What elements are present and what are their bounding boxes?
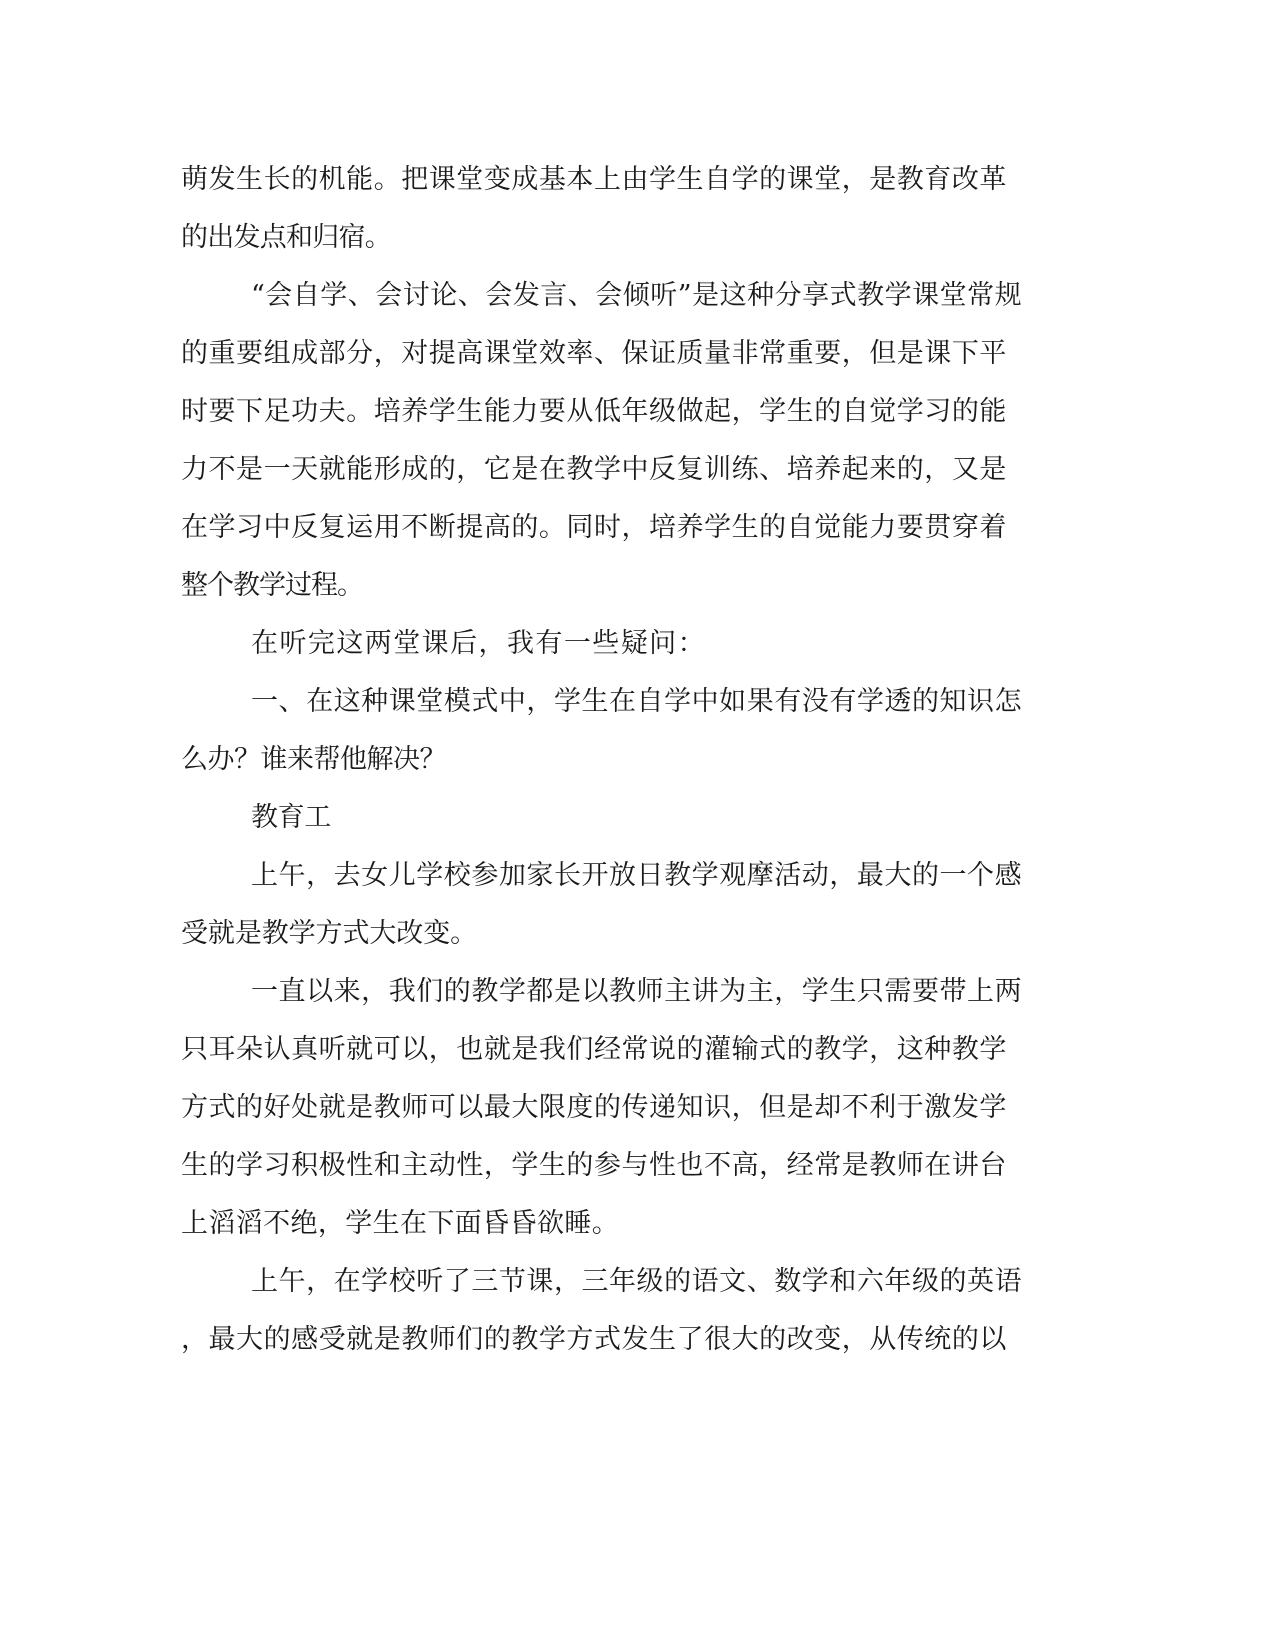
line-text: 时要下足功夫。培养学生能力要从低年级做起，学生的自觉学习的能: [181, 396, 1007, 427]
text-line: [0, 160, 1275, 200]
text-line: [0, 392, 1275, 432]
text-line: [0, 508, 1275, 548]
text-line: [0, 1146, 1275, 1186]
text-line: [0, 1262, 1275, 1302]
line-text: ，最大的感受就是教师们的教学方式发生了很大的改变，从传统的以: [181, 1324, 1007, 1355]
line-text: 的出发点和归宿。: [181, 222, 391, 253]
line-text: 一直以来，我们的教学都是以教师主讲为主，学生只需要带上两: [251, 976, 1023, 1007]
text-line: [0, 682, 1275, 722]
text-line: [0, 1030, 1275, 1070]
line-text: 在听完这两堂课后，我有一些疑问：: [251, 628, 707, 659]
line-text: 整个教学过程。: [181, 570, 363, 601]
text-line: [0, 276, 1275, 316]
line-text: 生的学习积极性和主动性，学生的参与性也不高，经常是教师在讲台: [181, 1150, 1007, 1181]
text-line: [0, 914, 1275, 954]
text-line: [0, 972, 1275, 1012]
text-line: [0, 566, 1275, 606]
line-text: 的重要组成部分，对提高课堂效率、保证质量非常重要，但是课下平: [181, 338, 1007, 369]
line-text: 教育工: [251, 802, 332, 833]
line-text: 上午，在学校听了三节课，三年级的语文、数学和六年级的英语: [251, 1266, 1023, 1297]
text-line: [0, 334, 1275, 374]
line-text: 萌发生长的机能。把课堂变成基本上由学生自学的课堂，是教育改革: [181, 164, 1007, 195]
text-line: [0, 218, 1275, 258]
line-text: 受就是教学方式大改变。: [181, 918, 478, 949]
line-text: 力不是一天就能形成的，它是在教学中反复训练、培养起来的，又是: [181, 454, 1007, 485]
text-line: [0, 1204, 1275, 1244]
text-line: [0, 740, 1275, 780]
text-line: [0, 798, 1275, 838]
line-text: “会自学、会讨论、会发言、会倾听”是这种分享式教学课堂常规: [251, 280, 1023, 311]
text-line: [0, 1088, 1275, 1128]
text-line: [0, 450, 1275, 490]
line-text: 上滔滔不绝，学生在下面昏昏欲睡。: [181, 1208, 620, 1239]
line-text: 只耳朵认真听就可以，也就是我们经常说的灌输式的教学，这种教学: [181, 1034, 1007, 1065]
line-text: 一、在这种课堂模式中，学生在自学中如果有没有学透的知识怎: [251, 686, 1023, 717]
text-line: [0, 624, 1275, 664]
text-line: [0, 1320, 1275, 1360]
line-text: 在学习中反复运用不断提高的。同时，培养学生的自觉能力要贯穿着: [181, 512, 1007, 543]
text-line: [0, 856, 1275, 896]
line-text: 么办？谁来帮他解决？: [181, 744, 446, 775]
line-text: 方式的好处就是教师可以最大限度的传递知识，但是却不利于激发学: [181, 1092, 1007, 1123]
line-text: 上午，去女儿学校参加家长开放日教学观摩活动，最大的一个感: [251, 860, 1023, 891]
